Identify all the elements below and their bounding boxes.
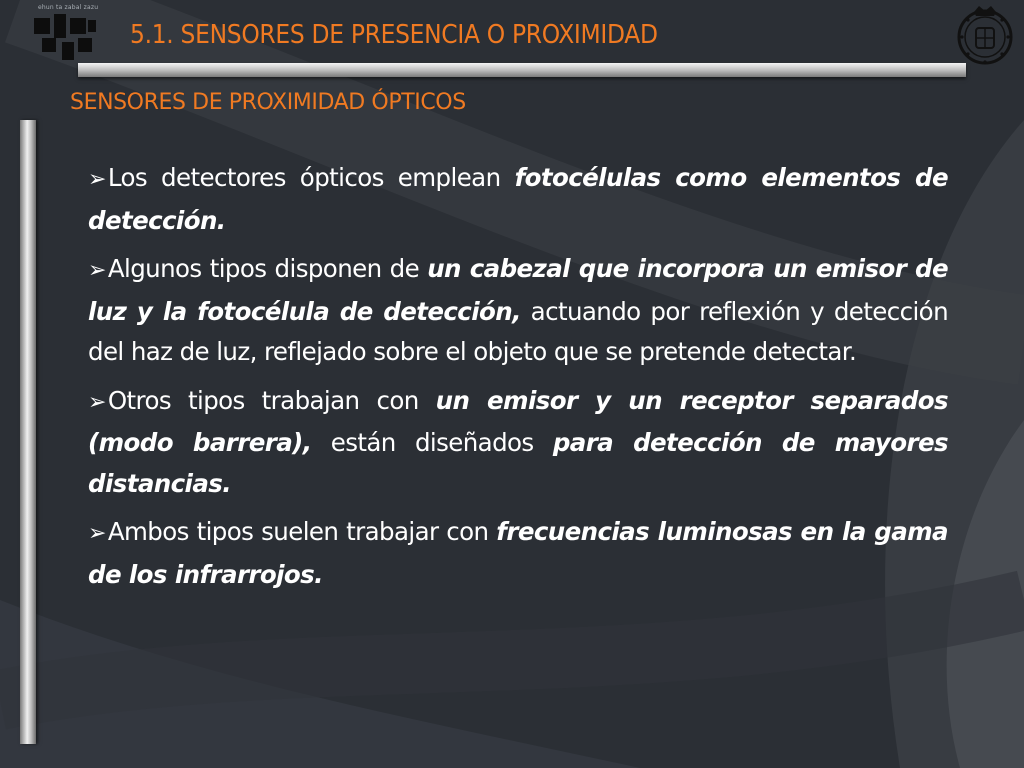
bullet-text: Ambos tipos suelen trabajar con	[107, 517, 497, 546]
slide-subtitle: SENSORES DE PROXIMIDAD ÓPTICOS	[70, 90, 466, 115]
bullet-item	[88, 249, 948, 373]
left-accent-bar	[20, 120, 36, 744]
crest-logo-icon	[952, 2, 1018, 68]
bullet-emphasis: fotocélulas como elementos de detección.	[88, 163, 949, 235]
bullet-emphasis: un cabezal que incorpora un emisor de luz y la fotocélula de detección,	[88, 254, 948, 326]
title-divider-bar	[78, 63, 966, 77]
bullet-emphasis: frecuencias luminosas en la gama de los infrarrojos.	[88, 517, 948, 589]
logo-left-motto: ehun ta zabal zazu	[38, 4, 99, 11]
bullet-item	[88, 381, 948, 505]
slide-title: 5.1. SENSORES DE PRESENCIA O PROXIMIDAD	[130, 20, 658, 50]
arrow-bullet-icon: ➢	[88, 521, 106, 546]
bullet-list	[88, 158, 948, 603]
university-logo-icon	[30, 4, 102, 62]
bullet-text: actuando por reflexión y detección del haz de luz, reflejado sobre el objeto que se pretende detectar.	[88, 296, 948, 366]
arrow-bullet-icon: ➢	[88, 167, 106, 192]
bullet-item	[88, 512, 948, 595]
bullet-item	[88, 158, 948, 241]
bullet-text: Otros tipos trabajan con	[107, 385, 436, 415]
bullet-text: Algunos tipos disponen de	[107, 254, 428, 283]
bullet-emphasis: un emisor y un receptor separados (modo barrera),	[88, 385, 948, 457]
bullet-text: están diseñados	[311, 428, 553, 457]
arrow-bullet-icon: ➢	[88, 258, 106, 283]
arrow-bullet-icon: ➢	[88, 389, 106, 415]
bullet-text: Los detectores ópticos emplean	[107, 163, 515, 192]
bullet-emphasis: para detección de mayores distancias.	[88, 428, 948, 498]
